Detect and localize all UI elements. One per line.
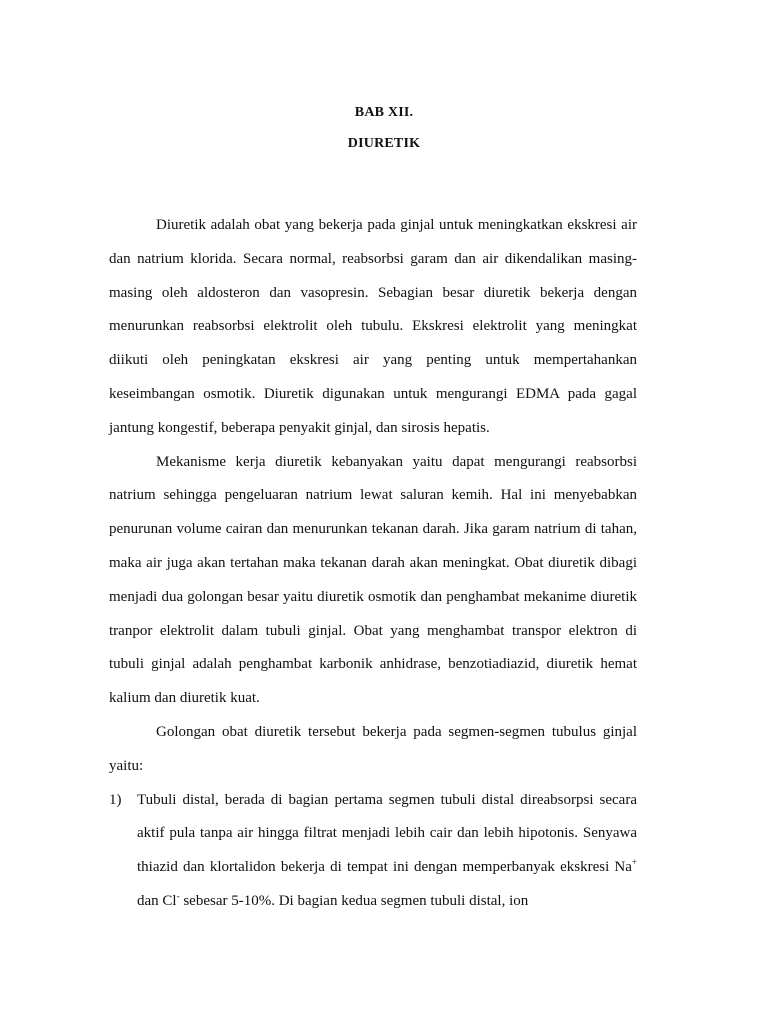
chapter-heading: BAB XII. bbox=[354, 105, 414, 120]
list-item-text-part3: sebesar 5-10%. Di bagian kedua segmen tubuli distal, ion bbox=[179, 892, 529, 909]
chloride-superscript: - bbox=[176, 890, 180, 901]
segment-list bbox=[109, 784, 637, 919]
paragraph-definition: Diuretik adalah obat yang bekerja pada ginjal untuk meningkatkan ekskresi air dan natrium klorida. Secara normal, reabsorbsi garam dan air dikendalikan masing-masing oleh aldosteron dan vasopresin. Sebagian besar diuretik bekerja dengan menurunkan reabsorbsi elektrolit oleh tubulu. Ekskresi elektrolit yang meningkat diikuti oleh peningkatan ekskresi air yang penting untuk mempertahankan keseimbangan osmotik. Diuretik digunakan untuk mengurangi EDMA pada gagal jantung kongestif, beberapa penyakit ginjal, dan sirosis hepatis. bbox=[109, 217, 637, 436]
paragraph-segments-intro: Golongan obat diuretik tersebut bekerja pada segmen-segmen tubulus ginjal yaitu: bbox=[109, 723, 637, 774]
list-item-text-part1: Tubuli distal, berada di bagian pertama segmen tubuli distal direabsorpsi secara aktif pula tanpa air hingga filtrat menjadi lebih cair dan lebih hipotonis. Senyawa thiazid dan klortalidon bekerja di tempat ini dengan memperbanyak ekskresi Na bbox=[137, 791, 637, 876]
paragraph-mechanism: Mekanisme kerja diuretik kebanyakan yaitu dapat mengurangi reabsorbsi natrium sehingga pengeluaran natrium lewat saluran kemih. Hal ini menyebabkan penurunan volume cairan dan menurunkan tekanan darah. Jika garam natrium di tahan, maka air juga akan tertahan maka tekanan darah akan meningkat. Obat diuretik dibagi menjadi dua golongan besar yaitu diuretik osmotik dan penghambat mekanime diuretik tranpor elektrolit dalam tubuli ginjal. Obat yang menghambat transpor elektron di tubuli ginjal adalah penghambat karbonik anhidrase, benzotiadiazid, diuretik hemat kalium dan diuretik kuat. bbox=[109, 453, 637, 707]
chapter-title: DIURETIK bbox=[347, 136, 421, 151]
list-item-number: 1) bbox=[109, 791, 122, 808]
body-text bbox=[109, 209, 637, 919]
list-item-text-part2: dan Cl bbox=[137, 892, 177, 909]
sodium-superscript: + bbox=[631, 857, 637, 868]
list-item bbox=[109, 784, 637, 919]
